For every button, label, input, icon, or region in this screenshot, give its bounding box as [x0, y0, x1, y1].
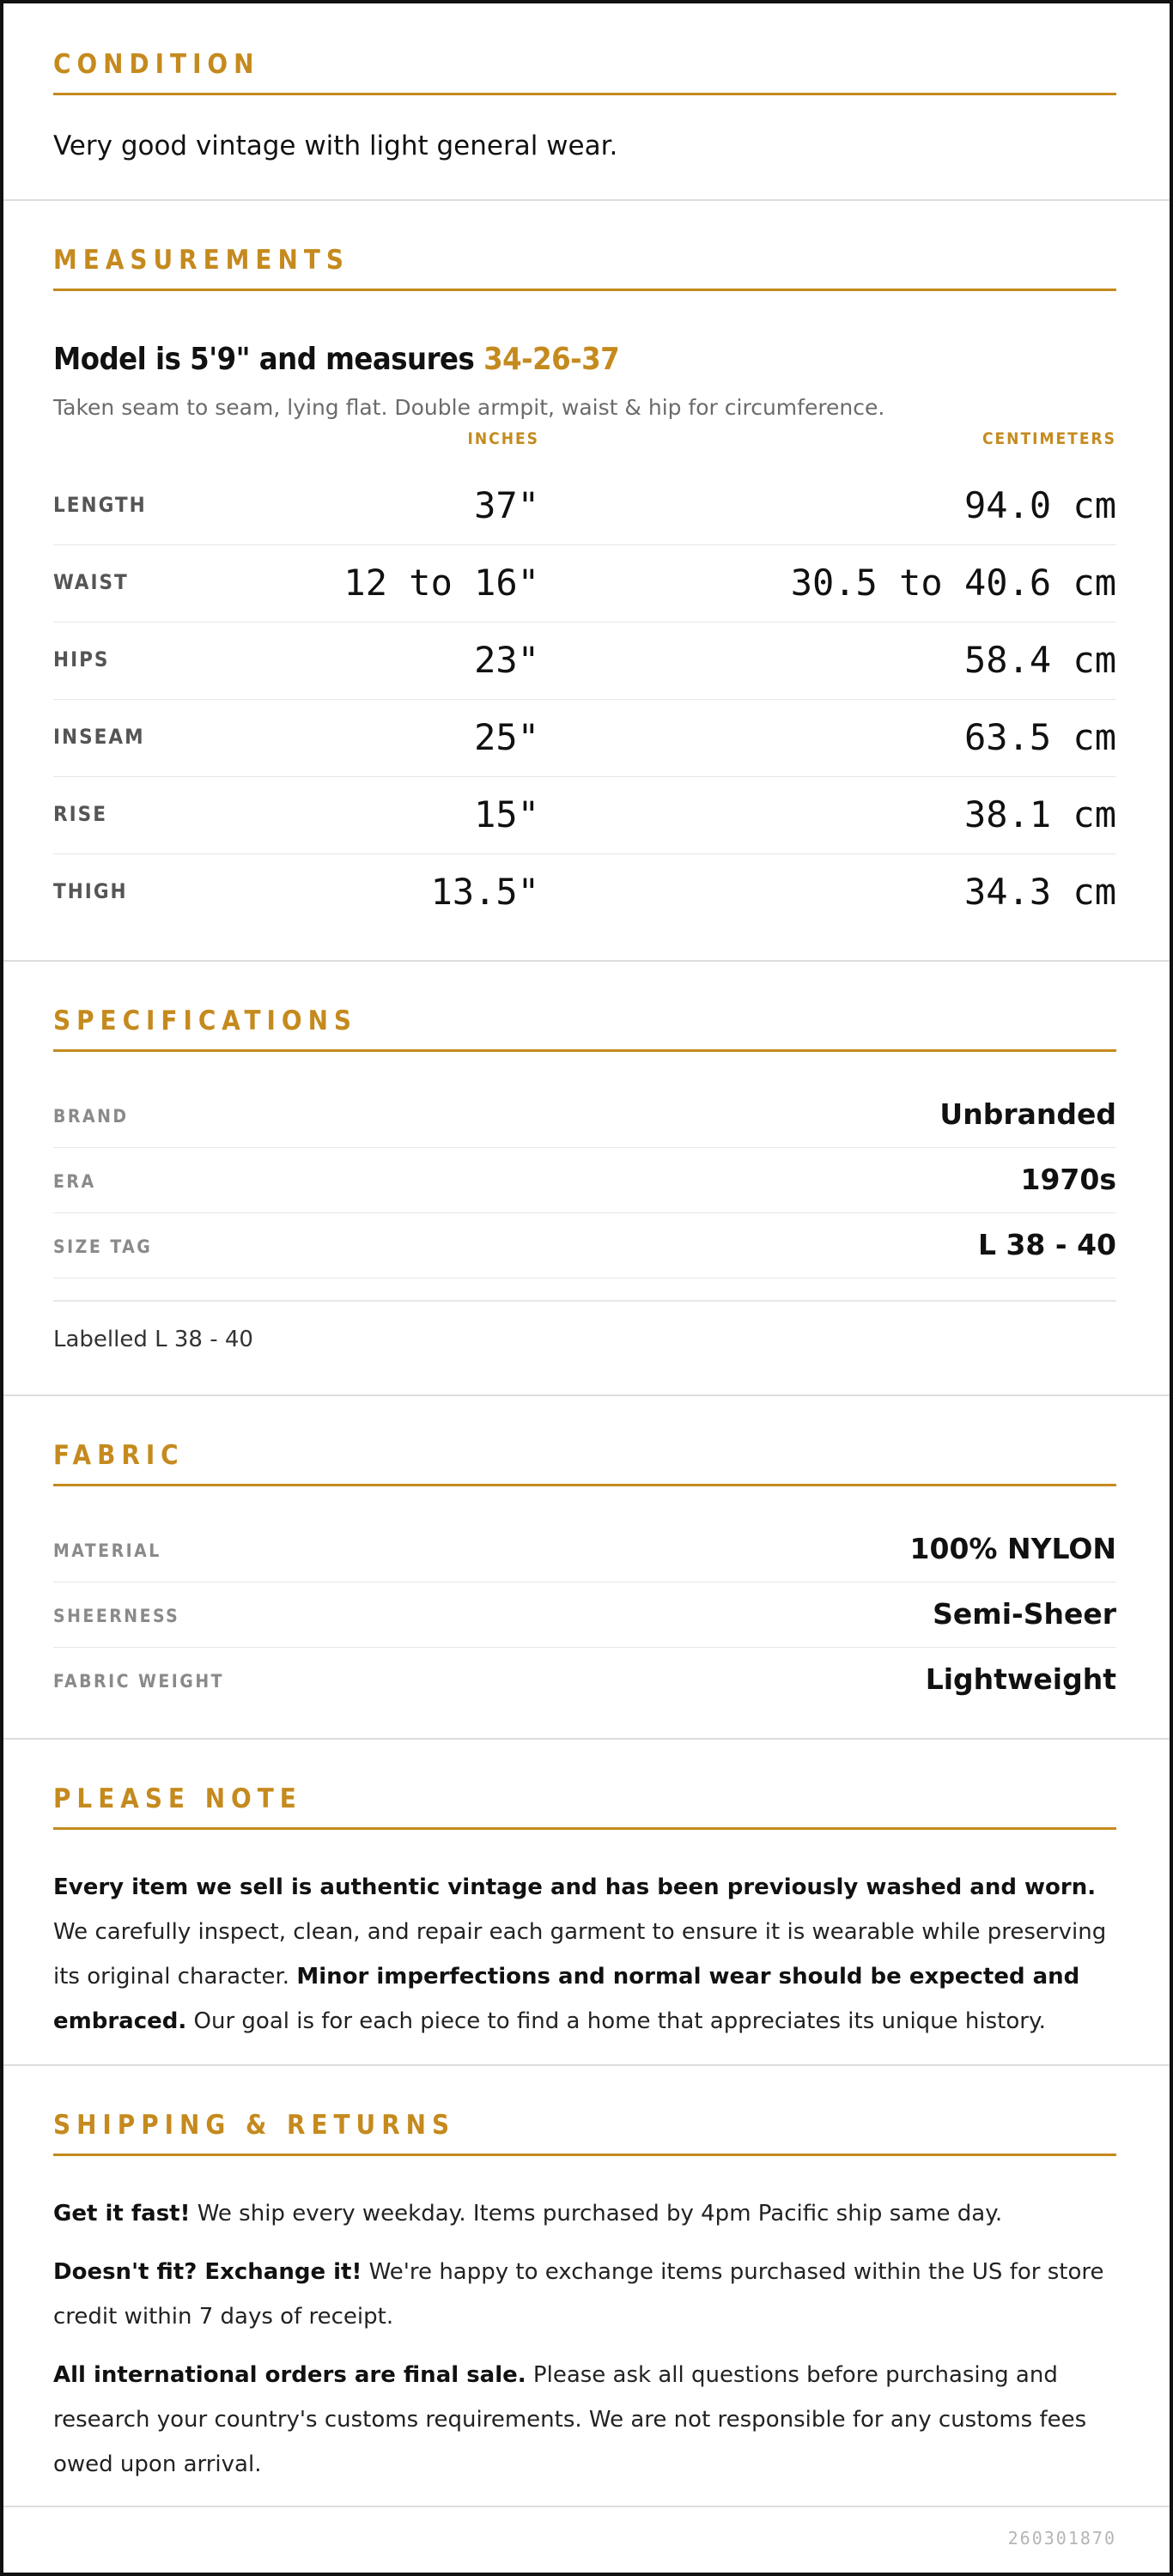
measurements-title-rule — [53, 289, 1116, 291]
spec-label: BRAND — [53, 1106, 129, 1127]
specifications-title: SPECIFICATIONS — [53, 1005, 358, 1036]
fabric-label: MATERIAL — [53, 1540, 161, 1561]
specifications-section — [3, 1005, 1170, 1369]
measurement-inches: 23" — [474, 639, 539, 681]
condition-text: Very good vintage with light general wear. — [53, 131, 618, 161]
item-code: 260301870 — [1007, 2528, 1116, 2549]
shipping-international-text: Please ask all questions before purchasing and research your country's customs requirements. We are not responsible for any customs fees owed upon arrival. — [53, 2362, 1087, 2477]
condition-title: CONDITION — [53, 49, 260, 80]
spec-label: SIZE TAG — [53, 1236, 153, 1257]
fabric-value: 100% NYLON — [909, 1532, 1116, 1565]
model-measures-prefix: Model is 5'9" and measures — [53, 342, 484, 377]
please-note-title: PLEASE NOTE — [53, 1783, 302, 1814]
column-header-inches: INCHES — [467, 429, 539, 448]
spec-value: Unbranded — [939, 1097, 1116, 1131]
spec-note-divider — [53, 1300, 1116, 1302]
measurements-section — [3, 247, 1170, 951]
measurement-label: INSEAM — [53, 725, 145, 749]
please-note-text-1: We carefully inspect, clean, and repair each garment to ensure it is wearable while preserving its original character. — [53, 1919, 1107, 1990]
measurement-row-waist — [53, 544, 1116, 623]
condition-section — [3, 49, 1170, 161]
measurement-inches: 25" — [474, 716, 539, 758]
please-note-title-rule — [53, 1827, 1116, 1830]
fabric-row-sheerness — [53, 1582, 1116, 1648]
measurement-row-length — [53, 467, 1116, 545]
please-note-bold-1: Every item we sell is authentic vintage and has been previously washed and worn. — [53, 1874, 1097, 1900]
model-measures-value: 34-26-37 — [483, 342, 620, 377]
measurement-centimeters: 58.4 cm — [963, 639, 1116, 681]
section-divider — [3, 2064, 1170, 2066]
measurement-label: RISE — [53, 802, 107, 826]
measurement-centimeters: 38.1 cm — [963, 793, 1116, 835]
please-note-paragraph — [53, 1865, 1116, 2044]
fabric-row-weight — [53, 1647, 1116, 1712]
measurement-row-rise — [53, 776, 1116, 854]
specifications-title-rule — [53, 1049, 1116, 1052]
measurement-centimeters: 30.5 to 40.6 cm — [790, 562, 1116, 604]
fabric-row-material — [53, 1516, 1116, 1583]
measurements-subtitle: Taken seam to seam, lying flat. Double armpit, waist & hip for circumference. — [53, 395, 885, 420]
measurement-inches: 13.5" — [430, 871, 539, 913]
spec-row-size-tag — [53, 1212, 1116, 1279]
measurement-row-hips — [53, 622, 1116, 700]
please-note-section — [3, 1783, 1170, 2044]
shipping-international-bold: All international orders are final sale. — [53, 2362, 526, 2388]
fabric-label: FABRIC WEIGHT — [53, 1671, 225, 1692]
spec-label: ERA — [53, 1171, 96, 1192]
measurement-row-thigh — [53, 854, 1116, 931]
section-divider — [3, 1738, 1170, 1740]
measurement-label: WAIST — [53, 570, 129, 594]
section-divider — [3, 199, 1170, 201]
column-header-centimeters: CENTIMETERS — [982, 429, 1116, 448]
measurement-inches: 37" — [474, 484, 539, 526]
shipping-section — [3, 2112, 1170, 2490]
measurement-label: LENGTH — [53, 493, 147, 517]
shipping-fast-text: We ship every weekday. Items purchased by 4pm Pacific ship same day. — [190, 2201, 1003, 2227]
section-divider — [3, 1394, 1170, 1396]
shipping-fast-bold: Get it fast! — [53, 2201, 191, 2227]
spec-value: L 38 - 40 — [977, 1228, 1116, 1261]
section-divider — [3, 960, 1170, 962]
shipping-paragraph-fast — [53, 2191, 1116, 2236]
fabric-section — [3, 1440, 1170, 1717]
measurement-inches: 12 to 16" — [343, 562, 539, 604]
measurements-title: MEASUREMENTS — [53, 245, 349, 276]
model-measures-heading — [53, 342, 619, 377]
measurement-centimeters: 63.5 cm — [963, 716, 1116, 758]
condition-title-rule — [53, 93, 1116, 95]
shipping-exchange-text: We're happy to exchange items purchased within the US for store credit within 7 days of receipt. — [53, 2259, 1104, 2330]
fabric-label: SHEERNESS — [53, 1606, 180, 1626]
spec-row-era — [53, 1147, 1116, 1213]
measurement-row-inseam — [53, 699, 1116, 777]
measurement-centimeters: 34.3 cm — [963, 871, 1116, 913]
spec-row-brand — [53, 1082, 1116, 1148]
shipping-title-rule — [53, 2154, 1116, 2156]
fabric-title: FABRIC — [53, 1440, 185, 1471]
measurement-inches: 15" — [474, 793, 539, 835]
fabric-value: Semi-Sheer — [933, 1597, 1116, 1631]
shipping-paragraph-international — [53, 2353, 1116, 2487]
fabric-title-rule — [53, 1484, 1116, 1486]
shipping-title: SHIPPING & RETURNS — [53, 2110, 456, 2141]
fabric-value: Lightweight — [925, 1662, 1116, 1696]
shipping-exchange-bold: Doesn't fit? Exchange it! — [53, 2259, 362, 2285]
shipping-paragraph-exchange — [53, 2250, 1116, 2339]
measurement-label: THIGH — [53, 879, 128, 903]
spec-value: 1970s — [1020, 1163, 1116, 1196]
measurement-centimeters: 94.0 cm — [963, 484, 1116, 526]
section-divider — [3, 2506, 1170, 2507]
size-tag-note: Labelled L 38 - 40 — [53, 1327, 253, 1352]
please-note-bold-2: Minor imperfections and normal wear should be expected and embraced. — [53, 1964, 1080, 2034]
measurement-label: HIPS — [53, 647, 110, 671]
please-note-text-2: Our goal is for each piece to find a home that appreciates its unique history. — [186, 2008, 1046, 2034]
